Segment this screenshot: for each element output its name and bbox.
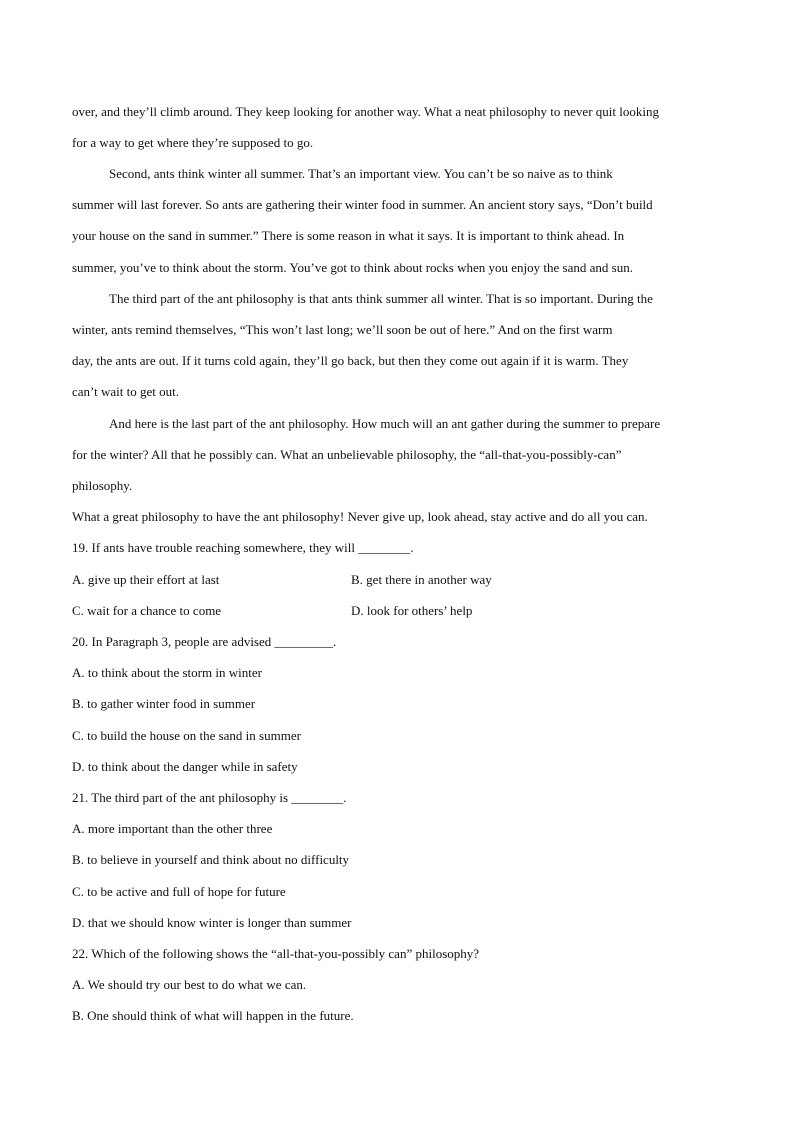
question-stem: 21. The third part of the ant philosophy is ________. <box>72 790 347 805</box>
passage-line: philosophy. <box>72 478 133 493</box>
answer-option: A. give up their effort at last <box>72 572 220 587</box>
answer-option: B. get there in another way <box>351 572 492 587</box>
passage-line: your house on the sand in summer.” There is some reason in what it says. It is important to think ahead. In <box>72 228 625 243</box>
question-stem: 22. Which of the following shows the “all-that-you-possibly can” philosophy? <box>72 946 480 961</box>
answer-option: C. to build the house on the sand in summer <box>72 728 301 743</box>
answer-option: D. that we should know winter is longer than summer <box>72 915 352 930</box>
answer-option: A. to think about the storm in winter <box>72 665 262 680</box>
passage-line: And here is the last part of the ant philosophy. How much will an ant gather during the summer to prepare <box>109 416 661 431</box>
passage-line: can’t wait to get out. <box>72 384 179 399</box>
answer-option: D. to think about the danger while in safety <box>72 759 298 774</box>
question-stem: 20. In Paragraph 3, people are advised _________. <box>72 634 337 649</box>
passage-line: summer, you’ve to think about the storm. You’ve got to think about rocks when you enjoy the sand and sun. <box>72 260 633 275</box>
passage-line: winter, ants remind themselves, “This won’t last long; we’ll soon be out of here.” And on the first warm <box>72 322 613 337</box>
passage-line: The third part of the ant philosophy is that ants think summer all winter. That is so important. During the <box>109 291 653 306</box>
passage-line: for the winter? All that he possibly can. What an unbelievable philosophy, the “all-that-you-possibly-can” <box>72 447 622 462</box>
passage-line: What a great philosophy to have the ant philosophy! Never give up, look ahead, stay active and do all you can. <box>72 509 648 524</box>
answer-option: B. to gather winter food in summer <box>72 696 256 711</box>
answer-option: C. to be active and full of hope for future <box>72 884 286 899</box>
passage-line: for a way to get where they’re supposed to go. <box>72 135 314 150</box>
answer-option: D. look for others’ help <box>351 603 473 618</box>
passage-line: day, the ants are out. If it turns cold again, they’ll go back, but then they come out again if it is warm. They <box>72 353 629 368</box>
answer-option: A. We should try our best to do what we can. <box>72 977 307 992</box>
passage-line: over, and they’ll climb around. They keep looking for another way. What a neat philosophy to never quit looking <box>72 104 659 119</box>
answer-option: B. One should think of what will happen in the future. <box>72 1008 354 1023</box>
answer-option: C. wait for a chance to come <box>72 603 222 618</box>
question-stem: 19. If ants have trouble reaching somewhere, they will ________. <box>72 540 414 555</box>
passage-line: Second, ants think winter all summer. That’s an important view. You can’t be so naive as to think <box>109 166 613 181</box>
answer-option: A. more important than the other three <box>72 821 273 836</box>
answer-option: B. to believe in yourself and think about no difficulty <box>72 852 350 867</box>
passage-line: summer will last forever. So ants are gathering their winter food in summer. An ancient story says, “Don’t build <box>72 197 653 212</box>
